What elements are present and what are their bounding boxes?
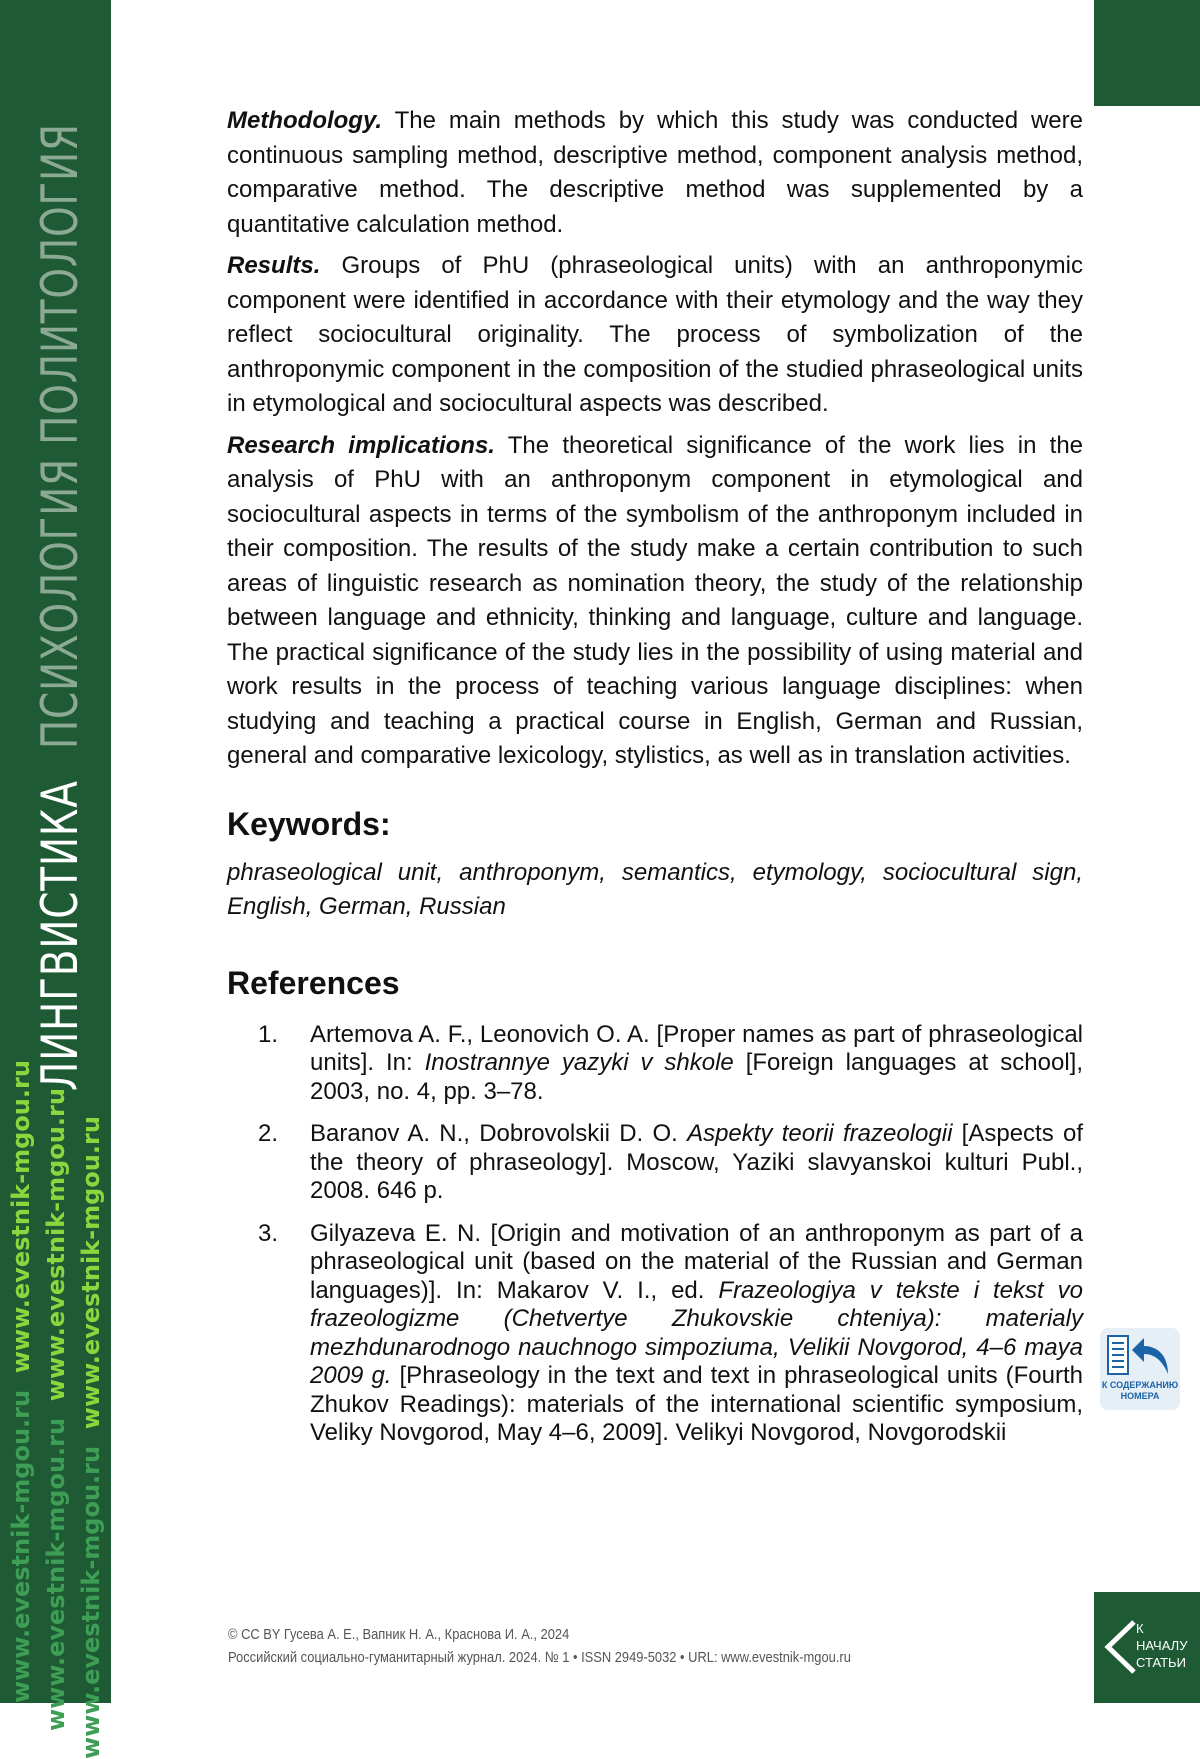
section-title-secondary: ПСИХОЛОГИЯ ПОЛИТОЛОГИЯ — [31, 123, 89, 750]
methodology-label: Methodology. — [227, 107, 383, 134]
reference-item — [227, 1120, 1083, 1206]
site-url-link[interactable]: www.evestnik-mgou.ru — [77, 1445, 105, 1759]
results-paragraph — [227, 249, 1083, 422]
site-url-link[interactable]: www.evestnik-mgou.ru — [42, 1088, 70, 1402]
reference-text: [Phraseology in the text and text in phraseological units (Fourth Zhukov Readings): materials of the international scientific symposium, Veliky Novgorod, May 4–6, 2009]. Velikyi Novgorod, Novgorodskii — [310, 1362, 1084, 1446]
site-url-line[interactable] — [77, 1116, 105, 1759]
contents-return-icon — [1104, 1332, 1176, 1378]
corner-decoration — [1094, 0, 1200, 106]
reference-text: Gilyazeva E. N. [Origin and motivation of an anthroponym as part of a phraseological unit (based on the material of the Russian and German languages)]. In: Makarov V. I., ed. — [310, 1219, 1083, 1304]
methodology-paragraph — [227, 104, 1083, 242]
back-label-line: НАЧАЛУ — [1136, 1638, 1188, 1653]
reference-item — [227, 1021, 1083, 1107]
site-url-link[interactable]: www.evestnik-mgou.ru — [77, 1116, 105, 1430]
reference-number: 1. — [258, 1020, 279, 1048]
left-side-band — [0, 0, 111, 1759]
reference-italic-title: Frazeologiya v tekste i tekst vo frazeologizme (Chetvertye Zhukovskie chteniya): materialy mezhdunarodnogo nauchnogo simpoziuma, Velikii Novgorod, 4–6 maya 2009 g. — [310, 1276, 1083, 1389]
results-label: Results. — [227, 252, 321, 279]
reference-text: [Foreign languages at school], 2003, no. 4, pp. 3–78. — [310, 1049, 1083, 1105]
keywords-text: phraseological unit, anthroponym, semantics, etymology, sociocultural sign, English, German, Russian — [227, 858, 1083, 920]
toc-button[interactable] — [1100, 1328, 1180, 1410]
toc-label-line: К СОДЕРЖАНИЮ — [1101, 1380, 1179, 1390]
back-to-start-button[interactable] — [1094, 1592, 1200, 1703]
site-url-line[interactable] — [7, 1060, 35, 1703]
site-url-link[interactable]: www.evestnik-mgou.ru — [7, 1389, 35, 1703]
reference-item — [227, 1220, 1083, 1448]
section-title-main: ЛИНГВИСТИКА — [31, 780, 89, 1091]
keywords-heading: Keywords: — [227, 805, 391, 842]
side-band-rotated-content — [0, 0, 111, 1759]
methodology-text: The main methods by which this study was conducted were continuous sampling method, descriptive method, component analysis method, comparative method. The descriptive method was supplemented by a quantitative calculation method. — [227, 107, 1083, 238]
reference-text: Artemova A. F., Leonovich O. A. [Proper names as part of phraseological units]. In: — [310, 1020, 1083, 1076]
reference-number: 2. — [258, 1120, 279, 1147]
reference-text: [Aspects of the theory of phraseology]. Moscow, Yaziki slavyanskoi kulturi Publ., 2008. 646 p. — [310, 1120, 1083, 1204]
site-url-link[interactable]: www.evestnik-mgou.ru — [42, 1417, 70, 1731]
reference-number: 3. — [258, 1219, 279, 1247]
article-content — [227, 104, 1083, 1462]
toc-button-label — [1100, 1380, 1180, 1402]
reference-italic-title: Aspekty teorii frazeologii — [687, 1120, 953, 1147]
site-url-link[interactable]: www.evestnik-mgou.ru — [7, 1060, 35, 1374]
implications-text: The theoretical significance of the work lies in the analysis of PhU with an anthroponym component in etymological and sociocultural aspects in terms of the symbolism of the anthroponym included in their composition. The results of the study make a certain contribution to such areas of linguistic research as nomination theory, the study of the relationship between language and ethnicity, thinking and language, culture and language. The practical significance of the study lies in the possibility of using material and work results in the process of teaching various language disciplines: when studying and teaching a practical course in English, German and Russian, general and comparative lexicology, stylistics, as well as in translation activities. — [227, 431, 1084, 769]
back-button-label — [1136, 1620, 1198, 1671]
page-footer — [228, 1623, 952, 1669]
footer-copyright: © CC BY Гусева А. Е., Вапник Н. А., Краснова И. А., 2024 — [228, 1626, 570, 1643]
implications-paragraph — [227, 429, 1083, 774]
footer-journal-info: Российский социально-гуманитарный журнал. 2024. № 1 • ISSN 2949-5032 • URL: www.evestnik-mgou.ru — [228, 1649, 851, 1666]
reference-italic-title: Inostrannye yazyki v shkole — [424, 1049, 734, 1076]
reference-text: Baranov A. N., Dobrovolskii D. O. — [310, 1120, 688, 1147]
section-title — [30, 123, 90, 1091]
back-label-line: К — [1136, 1621, 1144, 1636]
implications-label: Research implications. — [227, 431, 495, 459]
references-list — [227, 1021, 1083, 1448]
results-text: Groups of PhU (phraseological units) with an anthroponymic component were identified in accordance with their etymology and the way they reflect sociocultural originality. The process of symbolization of the anthroponymic component in the composition of the studied phraseological units in etymological and sociocultural aspects was described. — [227, 252, 1083, 417]
site-url-line[interactable] — [42, 1088, 70, 1731]
references-heading: References — [227, 964, 400, 1001]
back-label-line: СТАТЬИ — [1136, 1655, 1186, 1670]
toc-label-line: НОМЕРА — [1120, 1391, 1160, 1401]
